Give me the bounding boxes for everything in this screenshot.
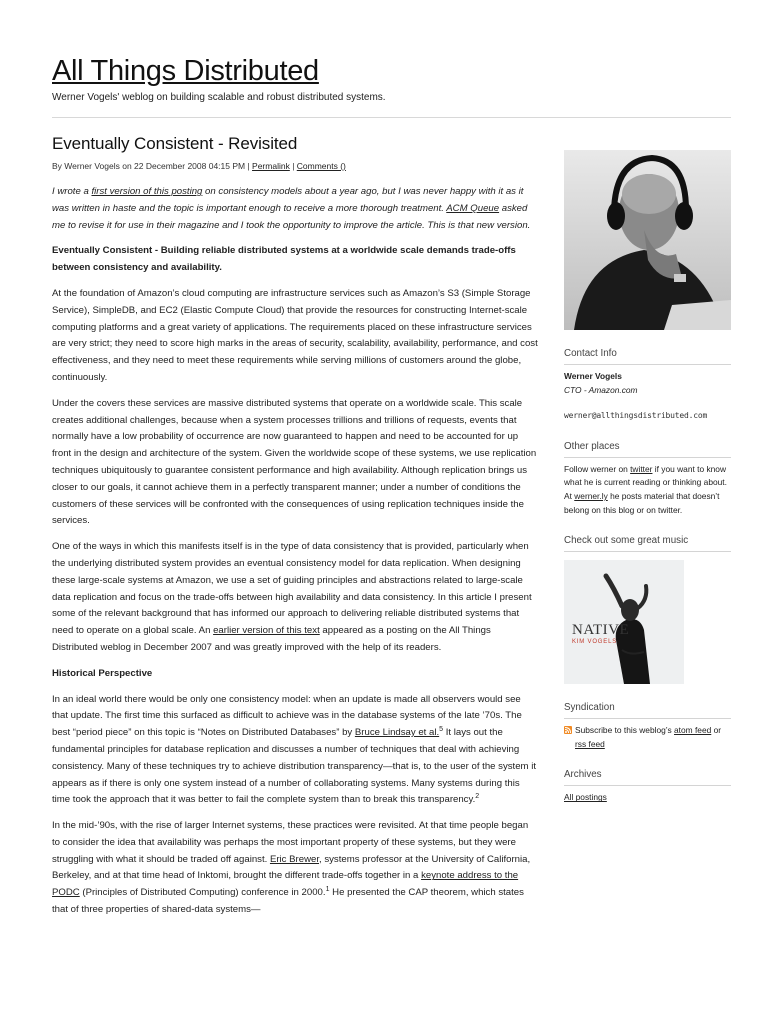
other-text-3: At bbox=[564, 490, 575, 501]
post-title: Eventually Consistent - Revisited bbox=[52, 134, 298, 153]
contact-details bbox=[564, 370, 731, 423]
intro-paragraph bbox=[52, 184, 538, 234]
contact-email: werner@allthingsdistributed.com bbox=[564, 411, 708, 421]
p5-text-4: He presented the CAP theorem, which states that of three properties of shared-data systems— bbox=[52, 887, 524, 916]
contact-name: Werner Vogels bbox=[564, 371, 622, 381]
earlier-version-link[interactable]: earlier version of this text bbox=[213, 625, 320, 637]
bruce-lindsay-link[interactable]: Bruce Lindsay et al. bbox=[354, 727, 440, 739]
author-photo bbox=[564, 150, 731, 330]
contact-info-section bbox=[564, 348, 731, 423]
body-paragraph-5 bbox=[52, 818, 538, 919]
intro-text-2: on consistency models about a year ago, but I was never happy with it as it was written in haste and the topic is important enough to receive a more thorough treatment. bbox=[52, 186, 524, 214]
first-version-link[interactable]: first version of this posting bbox=[91, 186, 203, 197]
other-text-4: he posts material that doesn’t belong on this blog or on twitter. bbox=[564, 490, 720, 515]
twitter-link[interactable]: twitter bbox=[630, 463, 653, 474]
eric-brewer-link[interactable]: Eric Brewer bbox=[269, 853, 319, 865]
body-paragraph-1: At the foundation of Amazon’s cloud computing are infrastructure services such as Amazon’s S3 (Simple Storage Service), SimpleDB, and EC2 (Elastic Compute Cloud) that provide the resources for constructing Internet-scale computing platforms and a great variety of applications. The requirements placed on these infrastructure services are very strict; they need to score high marks in the areas of security, scalability, availability, performance, and cost effectiveness, and they need to meet these requirements while serving millions of customers around the globe, continuously. bbox=[52, 287, 538, 383]
syndication-text-1: Subscribe to this weblog’s bbox=[575, 725, 675, 736]
atom-feed-link[interactable]: atom feed bbox=[674, 725, 712, 736]
syndication-text bbox=[564, 724, 731, 751]
other-places-heading: Other places bbox=[564, 441, 731, 458]
p5-text-2: , systems professor at the University of California, Berkeley, and at that time head of Inktomi, brought the different trade-offs together in a bbox=[52, 853, 531, 882]
footnote-1: 1 bbox=[325, 886, 330, 894]
album-artist: KIM VOGELS bbox=[572, 639, 618, 646]
other-places-section bbox=[564, 441, 731, 517]
post bbox=[52, 134, 538, 928]
header-divider bbox=[52, 117, 731, 118]
intro-text-3: asked me to revise it for use in their magazine and I took the opportunity to improve the article. This is that new version. bbox=[52, 202, 531, 231]
site-header bbox=[52, 54, 731, 104]
comments-link[interactable]: Comments () bbox=[296, 161, 346, 171]
meta-separator: | bbox=[289, 161, 297, 171]
p5-text-1: In the mid-’90s, with the rise of larger Internet systems, these practices were revisited. At that time people began to consider the idea that availability was perhaps the most important property of these systems, but they were struggling with what it should be traded off against. bbox=[52, 820, 529, 865]
archives-text bbox=[564, 791, 731, 805]
podc-keynote-link[interactable]: keynote address to the PODC bbox=[52, 870, 519, 899]
album-cover-image[interactable] bbox=[564, 560, 684, 684]
other-text-2: if you want to know what he is current reading or thinking about. bbox=[564, 463, 727, 488]
other-text-1: Follow werner on bbox=[564, 463, 631, 474]
album-title: NATIVE bbox=[572, 622, 630, 639]
intro-text-1: I wrote a bbox=[52, 186, 92, 197]
wernerly-link[interactable]: werner.ly bbox=[574, 490, 608, 501]
p3-text-2: appeared as a posting on the All Things Distributed weblog in December 2007 and was greatly improved with the help of its readers. bbox=[52, 625, 491, 653]
footnote-5: 5 bbox=[439, 725, 444, 733]
sidebar bbox=[564, 150, 731, 805]
contact-info-heading: Contact Info bbox=[564, 348, 731, 365]
p4-text-1: In an ideal world there would be only one consistency model: when an update is made all observers would see that update. The first time this surfaced as difficult to achieve was in the database systems of the late ’70s. The best “period piece” on this topic is “Notes on Distributed Databases” by bbox=[52, 693, 522, 739]
body-paragraph-2: Under the covers these services are massive distributed systems that operate on a worldwide scale. This scale creates additional challenges, because when a system processes trillions and trillions of requests, events that normally have a low probability of occurrence are now guaranteed to happen and need to be accounted for up front in the design and architecture of the system. Given the worldwide scope of these systems, we use replication techniques ubiquitously to guarantee consistent performance and high availability. Although replication brings us closer to our goals, it cannot achieve them in a perfectly transparent manner; under a number of conditions the customers of these services will be confronted with the consequences of using replication techniques inside the services. bbox=[52, 397, 537, 527]
rss-icon bbox=[564, 726, 572, 734]
other-places-text bbox=[564, 463, 731, 517]
syndication-line bbox=[575, 724, 731, 751]
post-body bbox=[52, 184, 538, 919]
site-title-link[interactable]: All Things Distributed bbox=[52, 55, 319, 87]
footnote-2: 2 bbox=[475, 793, 480, 801]
post-byline: By Werner Vogels on 22 December 2008 04:15 PM | bbox=[52, 161, 253, 171]
music-heading: Check out some great music bbox=[564, 535, 731, 552]
p3-text-1: One of the ways in which this manifests itself is in the type of data consistency that is provided, particularly when the underlying distributed system provides an eventual consistency model for data replication. When designing these large-scale systems at Amazon, we use a set of guiding principles and abstractions related to large-scale data replication and focus on the trade-offs between high availability and data consistency. In this article I present some of the relevant background that has informed our approach to delivering reliable distributed systems that need to operate on a global scale. An bbox=[52, 541, 532, 637]
syndication-heading: Syndication bbox=[564, 702, 731, 719]
body-paragraph-3 bbox=[52, 539, 538, 657]
archives-heading: Archives bbox=[564, 769, 731, 786]
section-heading-historical: Historical Perspective bbox=[52, 667, 153, 679]
site-tagline: Werner Vogels' weblog on building scalable and robust distributed systems. bbox=[52, 92, 386, 103]
acm-queue-link[interactable]: ACM Queue bbox=[446, 202, 500, 214]
music-section bbox=[564, 535, 731, 684]
archives-section bbox=[564, 769, 731, 805]
post-meta bbox=[52, 161, 538, 172]
permalink-link[interactable]: Permalink bbox=[252, 161, 290, 171]
p4-text-2: It lays out the fundamental principles for database replication and discusses a number of techniques that deal with achieving consistency. Many of these techniques try to achieve distribution transparency—that is, to the user of the system it appears as if there is only one system instead of a number of collaborating systems. Many systems during this time took the approach that it was better to fail the complete system than to break this transparency. bbox=[52, 727, 537, 806]
all-postings-link[interactable]: All postings bbox=[564, 792, 607, 803]
rss-feed-link[interactable]: rss feed bbox=[575, 738, 605, 749]
contact-role: CTO - Amazon.com bbox=[564, 384, 638, 395]
syndication-or: or bbox=[711, 725, 722, 736]
body-paragraph-4 bbox=[52, 692, 538, 810]
syndication-section bbox=[564, 702, 731, 751]
lead-paragraph: Eventually Consistent - Building reliable distributed systems at a worldwide scale demands trade-offs between consistency and availability. bbox=[52, 245, 516, 274]
p5-text-3: (Principles of Distributed Computing) conference in 2000. bbox=[79, 887, 326, 899]
